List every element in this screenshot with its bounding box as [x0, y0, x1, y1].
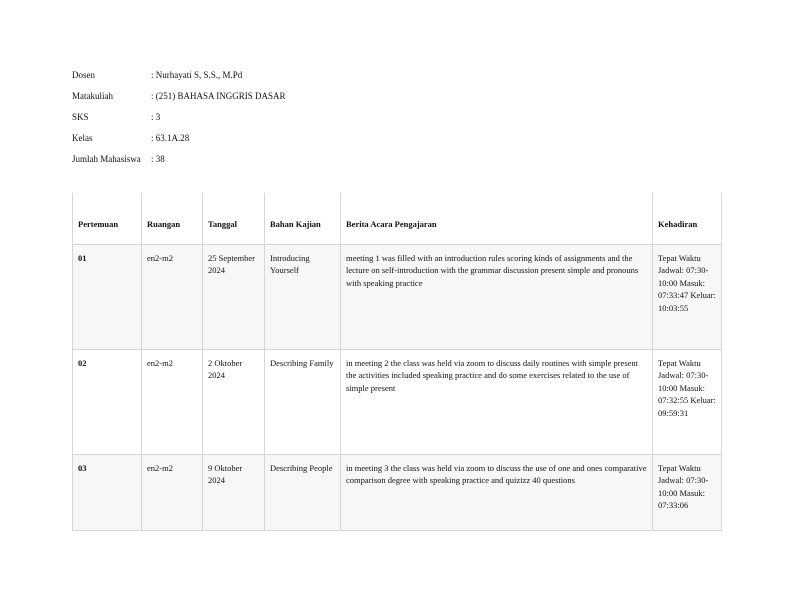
cell-tanggal: 2 Oktober 2024 [203, 350, 265, 455]
info-label: Kelas [72, 133, 93, 143]
info-label: Dosen [72, 70, 95, 80]
cell-kehadiran: Tepat Waktu Jadwal: 07:30-10:00 Masuk: 07:32:55 Keluar: 09:59:31 [653, 350, 722, 455]
cell-kehadiran: Tepat Waktu Jadwal: 07:30-10:00 Masuk: 07:33:47 Keluar: 10:03:55 [653, 245, 722, 350]
info-value: : (251) BAHASA INGGRIS DASAR [151, 91, 286, 101]
cell-bahan-kajian: Describing People [265, 455, 341, 531]
info-value: : 63.1A.28 [151, 133, 190, 143]
info-row-dosen [72, 70, 286, 91]
cell-kehadiran: Tepat Waktu Jadwal: 07:30-10:00 Masuk: 07:33:06 [653, 455, 722, 531]
cell-bahan-kajian: Introducing Yourself [265, 245, 341, 350]
info-row-sks [72, 112, 286, 133]
cell-berita-acara: in meeting 3 the class was held via zoom to discuss the use of one and ones comparative comparison degree with speaking practice and quizizz 40 questions [341, 455, 653, 531]
header-berita-acara: Berita Acara Pengajaran [341, 193, 653, 245]
info-label: Jumlah Mahasiswa [72, 154, 141, 164]
header-pertemuan: Pertemuan [73, 193, 142, 245]
cell-ruangan: en2-m2 [142, 245, 203, 350]
header-tanggal: Tanggal [203, 193, 265, 245]
course-info [72, 70, 286, 175]
cell-pertemuan: 02 [73, 350, 142, 455]
info-row-jumlah-mahasiswa [72, 154, 286, 175]
cell-pertemuan: 01 [73, 245, 142, 350]
info-value: : Nurhayati S, S.S., M.Pd [151, 70, 243, 80]
cell-tanggal: 25 September 2024 [203, 245, 265, 350]
attendance-table [72, 193, 722, 531]
info-value: : 38 [151, 154, 165, 164]
info-label: SKS [72, 112, 89, 122]
cell-tanggal: 9 Oktober 2024 [203, 455, 265, 531]
info-row-matakuliah [72, 91, 286, 112]
info-row-kelas [72, 133, 286, 154]
cell-ruangan: en2-m2 [142, 350, 203, 455]
cell-pertemuan: 03 [73, 455, 142, 531]
attendance-table-wrapper [72, 193, 721, 531]
table-row [73, 455, 722, 531]
table-row [73, 245, 722, 350]
header-ruangan: Ruangan [142, 193, 203, 245]
header-kehadiran: Kehadiran [653, 193, 722, 245]
cell-bahan-kajian: Describing Family [265, 350, 341, 455]
header-bahan-kajian: Bahan Kajian [265, 193, 341, 245]
table-row [73, 350, 722, 455]
cell-berita-acara: in meeting 2 the class was held via zoom to discuss daily routines with simple present the activities included speaking practice and do some exercises related to the use of simple present [341, 350, 653, 455]
info-label: Matakuliah [72, 91, 113, 101]
info-value: : 3 [151, 112, 161, 122]
table-header-row [73, 193, 722, 245]
cell-berita-acara: meeting 1 was filled with an introduction rules scoring kinds of assignments and the lecture on self-introduction with the grammar discussion present simple and pronouns with speaking practice [341, 245, 653, 350]
cell-ruangan: en2-m2 [142, 455, 203, 531]
